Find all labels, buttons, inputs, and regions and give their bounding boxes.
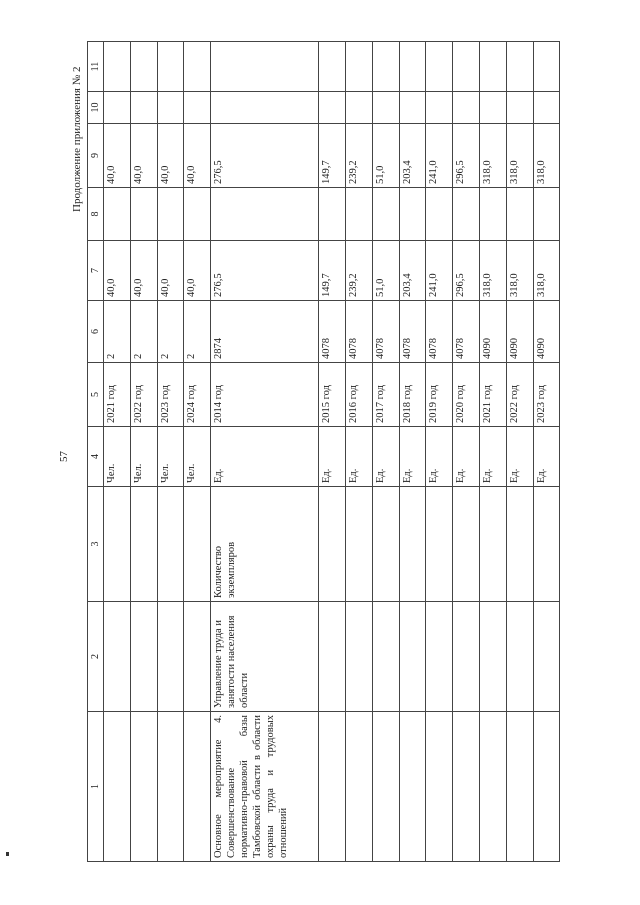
value-cell: 318,0 <box>479 124 506 188</box>
value-cell: 51,0 <box>372 124 399 188</box>
value-cell <box>184 92 211 124</box>
indicator-cell <box>130 487 157 602</box>
base-value-cell: 4078 <box>453 301 480 363</box>
value-cell <box>479 92 506 124</box>
value-cell <box>479 188 506 241</box>
unit-cell: Ед. <box>399 427 426 487</box>
executor-cell <box>345 602 372 712</box>
activity-cell: Основное мероприятие 4. Совершенствование нормативно-правовой базы Тамбовской области в области охраны труда и трудовых отношений <box>211 712 319 862</box>
base-value-cell: 4078 <box>319 301 346 363</box>
value-cell: 40,0 <box>184 241 211 301</box>
indicator-cell <box>319 487 346 602</box>
value-cell <box>372 42 399 92</box>
value-cell <box>426 188 453 241</box>
indicator-cell <box>345 487 372 602</box>
table-row <box>453 42 480 862</box>
column-number: 3 <box>88 487 104 602</box>
unit-cell: Ед. <box>533 427 560 487</box>
table-row <box>506 42 533 862</box>
indicator-cell: Количество экземпляров <box>211 487 319 602</box>
value-cell <box>345 42 372 92</box>
value-cell <box>104 42 131 92</box>
unit-cell: Чел. <box>157 427 184 487</box>
value-cell: 241,0 <box>426 124 453 188</box>
year-cell: 2023 год <box>157 363 184 427</box>
activity-cell <box>479 712 506 862</box>
value-cell <box>319 188 346 241</box>
base-value-cell: 4090 <box>506 301 533 363</box>
indicator-cell <box>453 487 480 602</box>
column-number: 4 <box>88 427 104 487</box>
value-cell <box>399 188 426 241</box>
value-cell <box>453 42 480 92</box>
activity-cell <box>506 712 533 862</box>
value-cell: 318,0 <box>506 124 533 188</box>
activity-cell <box>345 712 372 862</box>
base-value-cell: 4090 <box>533 301 560 363</box>
table-row <box>533 42 560 862</box>
column-number: 5 <box>88 363 104 427</box>
value-cell <box>533 188 560 241</box>
unit-cell: Ед. <box>506 427 533 487</box>
table-row <box>479 42 506 862</box>
indicator-cell <box>506 487 533 602</box>
value-cell <box>506 42 533 92</box>
column-number: 9 <box>88 124 104 188</box>
base-value-cell: 2 <box>157 301 184 363</box>
year-cell: 2021 год <box>479 363 506 427</box>
indicator-cell <box>184 487 211 602</box>
value-cell <box>157 92 184 124</box>
value-cell <box>506 92 533 124</box>
value-cell: 149,7 <box>319 124 346 188</box>
year-cell: 2014 год <box>211 363 319 427</box>
value-cell: 318,0 <box>533 124 560 188</box>
executor-cell: Управление труда и занятости населения области <box>211 602 319 712</box>
value-cell <box>211 188 319 241</box>
table-row <box>345 42 372 862</box>
base-value-cell: 2 <box>104 301 131 363</box>
unit-cell: Ед. <box>426 427 453 487</box>
table-row <box>319 42 346 862</box>
column-number: 8 <box>88 188 104 241</box>
value-cell <box>157 188 184 241</box>
value-cell: 239,2 <box>345 241 372 301</box>
value-cell <box>184 188 211 241</box>
base-value-cell: 4090 <box>479 301 506 363</box>
base-value-cell: 4078 <box>399 301 426 363</box>
activity-cell <box>453 712 480 862</box>
indicator-cell <box>372 487 399 602</box>
base-value-cell: 2 <box>184 301 211 363</box>
executor-cell <box>184 602 211 712</box>
table-row <box>184 42 211 862</box>
activity-cell <box>157 712 184 862</box>
value-cell: 40,0 <box>130 241 157 301</box>
column-number: 1 <box>88 712 104 862</box>
activity-cell <box>426 712 453 862</box>
year-cell: 2022 год <box>130 363 157 427</box>
unit-cell: Ед. <box>319 427 346 487</box>
value-cell <box>426 42 453 92</box>
value-cell: 40,0 <box>157 124 184 188</box>
value-cell: 203,4 <box>399 124 426 188</box>
year-cell: 2020 год <box>453 363 480 427</box>
table-row <box>372 42 399 862</box>
unit-cell: Чел. <box>104 427 131 487</box>
base-value-cell: 4078 <box>426 301 453 363</box>
unit-cell: Ед. <box>345 427 372 487</box>
value-cell: 203,4 <box>399 241 426 301</box>
value-cell <box>399 92 426 124</box>
year-cell: 2015 год <box>319 363 346 427</box>
column-number: 2 <box>88 602 104 712</box>
executor-cell <box>453 602 480 712</box>
table-row <box>211 42 319 862</box>
activity-cell <box>399 712 426 862</box>
value-cell <box>184 42 211 92</box>
year-cell: 2016 год <box>345 363 372 427</box>
activity-cell <box>372 712 399 862</box>
year-cell: 2019 год <box>426 363 453 427</box>
column-number: 7 <box>88 241 104 301</box>
value-cell: 276,5 <box>211 124 319 188</box>
indicator-cell <box>104 487 131 602</box>
value-cell <box>453 92 480 124</box>
executor-cell <box>157 602 184 712</box>
year-cell: 2023 год <box>533 363 560 427</box>
value-cell: 40,0 <box>130 124 157 188</box>
value-cell <box>319 92 346 124</box>
value-cell <box>319 42 346 92</box>
indicator-cell <box>426 487 453 602</box>
executor-cell <box>399 602 426 712</box>
base-value-cell: 2 <box>130 301 157 363</box>
rotated-table-container <box>87 42 635 862</box>
scan-mark <box>6 852 9 856</box>
unit-cell: Ед. <box>372 427 399 487</box>
table-row <box>426 42 453 862</box>
year-cell: 2018 год <box>399 363 426 427</box>
value-cell: 149,7 <box>319 241 346 301</box>
indicator-cell <box>157 487 184 602</box>
value-cell: 239,2 <box>345 124 372 188</box>
unit-cell: Ед. <box>479 427 506 487</box>
table-row <box>130 42 157 862</box>
value-cell <box>104 92 131 124</box>
table-row <box>157 42 184 862</box>
value-cell <box>399 42 426 92</box>
indicator-cell <box>533 487 560 602</box>
executor-cell <box>130 602 157 712</box>
value-cell: 40,0 <box>157 241 184 301</box>
indicator-cell <box>479 487 506 602</box>
value-cell <box>479 42 506 92</box>
executor-cell <box>104 602 131 712</box>
activity-cell <box>130 712 157 862</box>
unit-cell: Ед. <box>211 427 319 487</box>
value-cell <box>345 188 372 241</box>
value-cell: 51,0 <box>372 241 399 301</box>
table-row <box>399 42 426 862</box>
column-number: 6 <box>88 301 104 363</box>
activity-cell <box>533 712 560 862</box>
value-cell <box>372 188 399 241</box>
value-cell <box>130 92 157 124</box>
base-value-cell: 4078 <box>372 301 399 363</box>
base-value-cell: 2874 <box>211 301 319 363</box>
value-cell: 40,0 <box>184 124 211 188</box>
indicator-cell <box>399 487 426 602</box>
program-indicators-table <box>87 41 560 862</box>
value-cell: 318,0 <box>533 241 560 301</box>
executor-cell <box>479 602 506 712</box>
executor-cell <box>372 602 399 712</box>
value-cell <box>104 188 131 241</box>
page-number: 57 <box>58 451 70 462</box>
value-cell: 318,0 <box>506 241 533 301</box>
executor-cell <box>533 602 560 712</box>
activity-cell <box>104 712 131 862</box>
activity-cell <box>184 712 211 862</box>
column-number: 11 <box>88 42 104 92</box>
year-cell: 2021 год <box>104 363 131 427</box>
unit-cell: Ед. <box>453 427 480 487</box>
value-cell <box>506 188 533 241</box>
executor-cell <box>506 602 533 712</box>
value-cell <box>426 92 453 124</box>
value-cell: 241,0 <box>426 241 453 301</box>
value-cell <box>130 42 157 92</box>
value-cell <box>211 42 319 92</box>
value-cell <box>533 92 560 124</box>
unit-cell: Чел. <box>130 427 157 487</box>
value-cell <box>372 92 399 124</box>
value-cell: 296,5 <box>453 241 480 301</box>
year-cell: 2017 год <box>372 363 399 427</box>
executor-cell <box>426 602 453 712</box>
activity-cell <box>319 712 346 862</box>
unit-cell: Чел. <box>184 427 211 487</box>
value-cell <box>211 92 319 124</box>
value-cell <box>130 188 157 241</box>
year-cell: 2024 год <box>184 363 211 427</box>
value-cell: 40,0 <box>104 241 131 301</box>
value-cell: 40,0 <box>104 124 131 188</box>
year-cell: 2022 год <box>506 363 533 427</box>
value-cell: 318,0 <box>479 241 506 301</box>
column-number: 10 <box>88 92 104 124</box>
value-cell <box>533 42 560 92</box>
value-cell: 276,5 <box>211 241 319 301</box>
value-cell: 296,5 <box>453 124 480 188</box>
executor-cell <box>319 602 346 712</box>
value-cell <box>157 42 184 92</box>
value-cell <box>453 188 480 241</box>
appendix-continuation-note: Продолжение приложения № 2 <box>71 66 83 212</box>
table-row <box>104 42 131 862</box>
column-number-row <box>88 42 104 862</box>
value-cell <box>345 92 372 124</box>
base-value-cell: 4078 <box>345 301 372 363</box>
